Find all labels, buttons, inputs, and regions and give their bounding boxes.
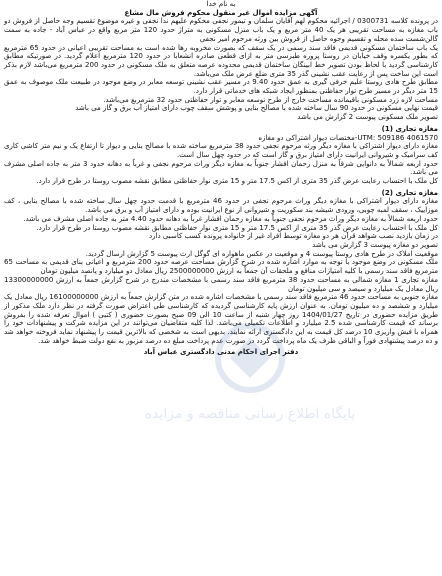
shop1-utm: UTM: 509186 4061570-مختصات دیوار اشتراکی دو مغازه (258, 132, 438, 142)
residential-age-paragraph: قیمت نهایی مسکونی در حدود 90 سال ساخته شده با مصالح بنایی و پوشش سقف چوب دارای امتیاز آب برق و گاز می باشد (75, 103, 438, 113)
shop1-bounds: حدود اربعه شمالاً به دانوایی شرقاً به منزل رحمان افشار جنوباً به مغازه دیگر وراث مرحوم نجفی و غرباً به دهانه حدود 3 متر به جاده اصلی مشرف می باشد. (4, 158, 439, 177)
shop1-valuation: مغازه تجاری 1 مغازه شمالی به مساحت حدود 38 مترمربع فاقد سند رسمی با مشخصات مندرج در شرح گزارش جمعاً به ارزش 13300000000 ریال معادل یک میلیارد و سیصد و سی میلیون تومان (4, 274, 438, 293)
shops-image-note: تصویر دو مغازه پیوست 3 گزارش می باشد (312, 239, 438, 249)
shop2-description: مغازه دارای دیوار اشتراکی با مغازه دیگر وراث مرحوم نجفی در حدود 46 مترمربع با قدمت حدود چهل سال ساخته شده با مصالح بنایی ، کف موزاییک ، سقف لمبه چوبی، ورودی شیشه بند سکوریت و شیروانی از نوع ایرانیت بوده و دارای امتیاز آب و برق می باشد. (4, 196, 438, 215)
intro-paragraph: در پرونده کلاسه 0300731 / اجرائیه محکوم لهم آقایان سلمان و تیمور نجفی محکوم علیهم ندا نجفی و غیره موضوع تقسیم وجه حاصل از فروش دو باب مغازه به مساحت تقریبی هر یک 40 متر مربع و یک باب منزل مسکونی به متراژ حدود 120 متر مربع واقع در عباس آباد - جاده به سمت گالن‌شست سده محله و تقسیم وجوه حاصل از فروش بین ورثه مرحوم امیر نجفی (4, 16, 439, 43)
hadi-plan-paragraph: مطابق طرح هادی روستا علیم خرفی گیری به عمق حدود 9.40 در مسیر عقب نشینی توسعه معابر در وضع موجود در طبیعت ملک موصوف به عمق 15 متر دیگر در مسیر طرح توار حفاظتی بمنظور ایجاد شبکه های خدماتی قرار دارد. (4, 77, 438, 96)
signature-line: دفتر اجرای احکام مدنی دادگستری عباس آباد (143, 347, 299, 357)
shop1-description: مغازه دارای دیوار اشتراکی با مغازه دیگر ورثه مرحوم نجفی حدود 38 مترمربع ساخته شده با مصالح بنایی و دیوار تا ارتفاع یک و نیم متر کاشی کاری کف سرامیک و شیروانی ایرانیت دارای امتیاز برق و گاز است که در حدود چهل سال است. (4, 141, 438, 159)
shop1-title: مغازه تجاری (1) (381, 123, 438, 133)
residential-description: یک باب ساختمان مسکونی قدیمی فاقد سند رسمی در یک سقف که بصورت مخروبه رها شده است به مساحت تقریبی اعیانی در حدود 65 مترمربع که بطور یکسره وقف خیابان در روستا پروره طبرسی متر به ازای قطعی صادره انشعابا در حدود 120 مترمربع اعلام گردید. در صورتیکه مطابق کارشناسی گردید با لحاظ بودن تصویر خط ابینگان ساختمان قدیمی محدوده عرصه متعلق به ملک مسکونی در حدود 200 مترمربع می‌باشد لازم بذکر است این ساخت پس از رعایت عقب نشینی گذر 35 متری ضلع عرض ملک می‌باشد. (4, 42, 439, 78)
residential-image-note: تصویر ملک مسکونی پیوست 2 گزارش می باشد (297, 112, 438, 122)
shop2-valuation-and-terms: مغازه جنوبی به مساحت حدود 46 مترمربع فاقد سند رسمی با مشخصات اشاره شده در متن گزارش جمعاً به ارزش 16100000000 ریال معادل یک میلیارد و ششصد و ده میلیون تومان. به عنوان ارزش پایه کارشناسی گردیده که کارشناسی طی اعتراض صورت گرفته در نظر دارد ملک مذکور از طریق مزایده حضوری در تاریخ 1404/01/27 روز چهار شنبه از ساعت 10 الی 09 صبح بصورت حضوری ( کتبی ) اموال تعرفه شده را بفروش برساند که قیمت کارشناسی شده 2.5 میلیارد و اطلاعات تکمیلی می‌باشد. لذا کلیه متقاضیان می‌توانند در این مزایده شرکت و پیشنهادات خود را همراه با فیش واریزی 10 درصد کل قیمت به این دادگستری ارائه نمایند. بدیهی است به شخصی که بالاترین قیمت را پیشنهاد نماید فروخته خواهد شد و ده درصد پیشنهادی فوراً و الباقی ظرف یک ماه پرداخت گردد در صورت عدم پرداخت مبلغ ده درصد مزبور به نفع دولت ضبط خواهد شد. (4, 292, 439, 345)
watermark-text: پایگاه اطلاع رسانی مناقصه و مزایده (144, 406, 356, 422)
remaining-area-paragraph: مساحت لازه زرد مسکونی باقیمانده مساحت خارج از طرح توسعه معابر و توار حفاظتی حدود 32 مترمربع می‌باشد. (103, 94, 438, 104)
page-title: آگهی مزایده اموال غیر منقول محکوم فروش مال مشاع (124, 7, 318, 17)
header-basmala: به نام خدا (206, 0, 236, 8)
residential-valuation: ملک مسکونی در وضع موجود با توجه به موارد اشاره شده در شرح گزارش مساحت عرصه حدود 200 مترمربع و اعیانی بنای قدیمی به مساحت 65 مترمربع فاقد سند رسمی با کلیه امتیازات منافع و ملحقات آن جمعاً به ارزش 2500000000 ریال معادل دو میلیارد و پانصد میلیون تومان (4, 257, 438, 276)
shop2-note: کل ملک با احتساب رعایت عرض گذر 35 متری از اکس 17.5 متر و 15 متری نوار حفاظتی مطابق نقشه مصوب روستا در طرح قرار دارد. (36, 222, 438, 232)
location-note: موقعیت املاک در طرح هادی روستا پیوست 4 و موقعیت در عکس ماهواره ای گوگل ارث پیوست 5 گزارش ارسال گردید. (85, 248, 438, 258)
shop1-note: کل ملک با احتساب رعایت عرض گذر 35 متری از اکس 17.5 متر و 15 متری نوار حفاظتی مطابق نقشه مصوب روستا در طرح قرار دارد. (36, 176, 438, 186)
visit-note: در زمان بازدید نصب شواهد قرآن هر دو مغازه توسط افراد غیر از خانواده پرونده کسب کاسبی دارد (149, 231, 438, 241)
shop2-title: مغازه تجاری (2) (381, 187, 438, 197)
shop2-bounds: حدود اربعه شمالاً به مغازه دیگر وراث مرحوم نجفی جنوباً به مغازه رحمان افشار غرباً به دهانه حدود 4.40 متر به جاده اصلی مشرف می باشد. (23, 213, 438, 223)
